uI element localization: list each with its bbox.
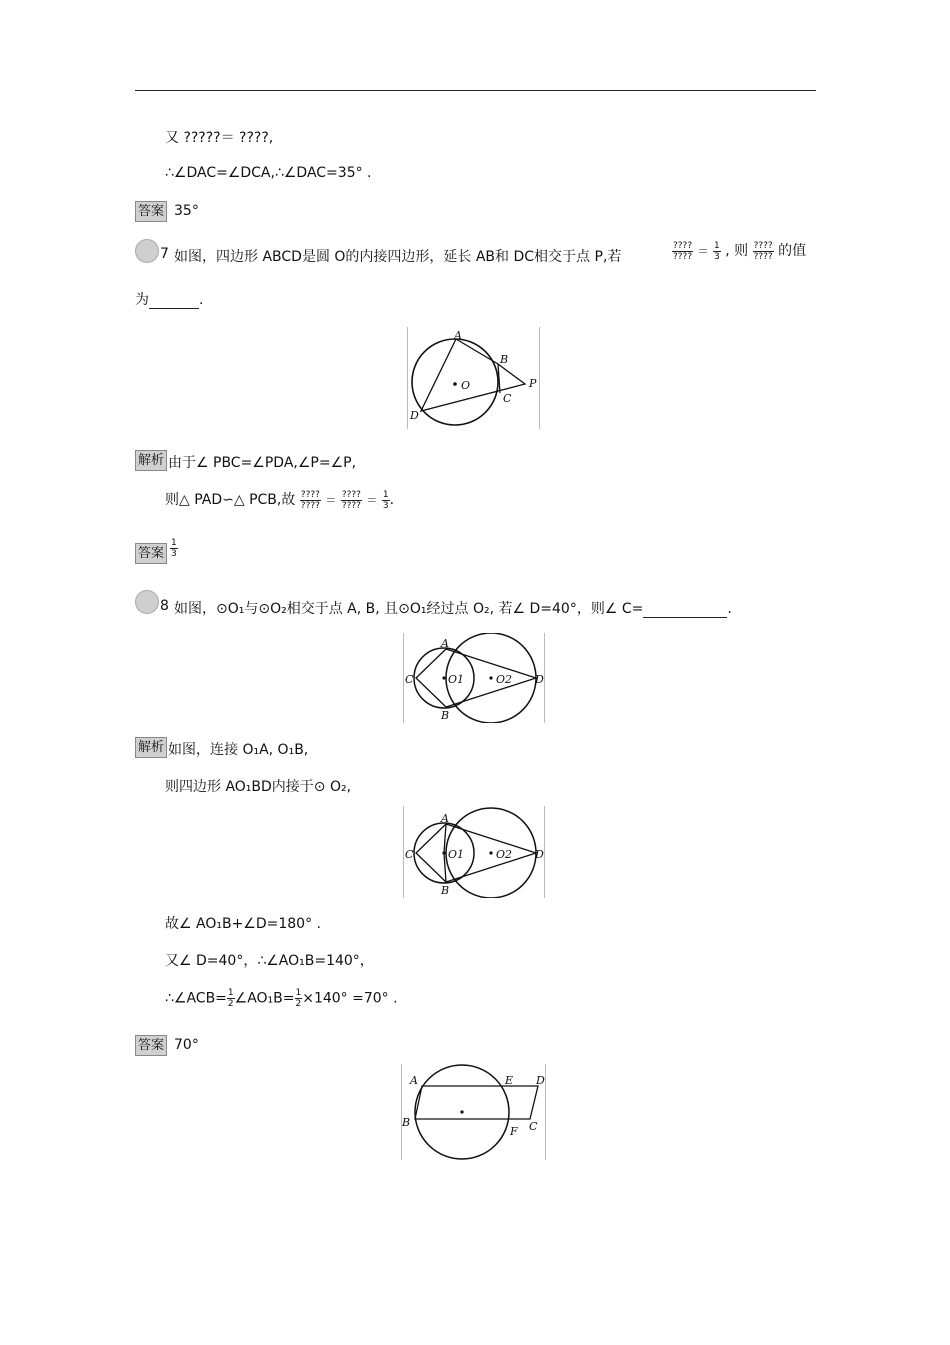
svg-text:O1: O1 <box>448 848 465 861</box>
svg-text:O1: O1 <box>448 673 465 686</box>
question-icon <box>135 590 159 614</box>
q9-figure <box>401 1064 546 1160</box>
svg-text:O: O <box>461 379 471 392</box>
svg-text:O2: O2 <box>496 848 513 861</box>
question-icon <box>135 239 159 263</box>
svg-text:B: B <box>402 1116 411 1129</box>
q8-analysis-4: 又∠ D=40°，∴∠AO₁B=140°， <box>165 953 374 969</box>
q7-answer: $\frac{1}{3}$ <box>171 538 177 559</box>
svg-text:A: A <box>410 1074 418 1087</box>
svg-text:C: C <box>503 392 512 405</box>
q8-analysis-3: 故∠ AO₁B+∠D=180° . <box>165 916 321 932</box>
q8-figure <box>403 633 545 723</box>
q8-analysis-1: 如图，连接 O₁A, O₁B, <box>168 742 309 758</box>
svg-text:D: D <box>535 673 544 686</box>
svg-text:D: D <box>410 409 419 422</box>
q8-text: 如图，⊙O₁与⊙O₂相交于点 A, B, 且⊙O₁经过点 O₂, 若∠ D=40°，则∠ C= . <box>174 601 732 617</box>
q8-analysis-2: 则四边形 AO₁BD内接于⊙ O₂, <box>165 779 352 795</box>
svg-text:A: A <box>441 637 449 650</box>
answer-value: 35° <box>174 203 199 219</box>
q7-analysis-2: 则△ PAD∽△ PCB,故 $\frac{????}{????}$ ＝ $\frac{????}{????}$ ＝ $\frac{1}{3}$ . <box>165 489 395 511</box>
prev-line-2: ∴∠DAC=∠DCA,∴∠DAC=35° . <box>165 165 372 181</box>
svg-text:O2: O2 <box>496 673 513 686</box>
q8-analysis-5: ∴∠ACB= $\frac{1}{2}$ ∠AO₁B= $\frac{1}{2}$ ×140° =70° . <box>165 988 398 1009</box>
svg-text:B: B <box>441 709 450 722</box>
q7-text: 如图，四边形 ABCD是圆 O的内接四边形，延长 AB和 DC相交于点 P,若 <box>174 249 622 265</box>
svg-text:D: D <box>535 848 544 861</box>
svg-text:B: B <box>441 884 450 897</box>
q7-text-cont: 为 . <box>135 292 204 308</box>
svg-text:E: E <box>505 1074 514 1087</box>
q7-figure <box>407 327 540 429</box>
prev-line-1: 又 ?????＝ ????, <box>165 130 274 146</box>
svg-text:C: C <box>405 673 414 686</box>
svg-text:C: C <box>405 848 414 861</box>
svg-text:B: B <box>500 353 509 366</box>
q8-number: 8 <box>160 598 169 614</box>
answer-tag: 答案 <box>135 543 167 564</box>
analysis-tag: 解析 <box>135 737 167 758</box>
q7-analysis-1: 由于∠ PBC=∠PDA,∠P=∠P, <box>168 455 357 471</box>
answer-blank <box>643 601 727 618</box>
answer-tag: 答案 <box>135 201 167 222</box>
q8-answer: 70° <box>174 1037 199 1053</box>
header-rule <box>135 90 816 91</box>
analysis-tag: 解析 <box>135 450 167 471</box>
svg-text:P: P <box>529 377 537 390</box>
q8-figure-solution <box>403 806 545 898</box>
q7-number: 7 <box>160 246 169 262</box>
svg-text:F: F <box>510 1125 518 1138</box>
q7-condition-fraction: $\frac{????}{????}$ ＝ $\frac{1}{3}$ , 则 $\frac{????}{????}$ 的值 <box>673 240 807 262</box>
svg-text:C: C <box>529 1120 538 1133</box>
answer-tag: 答案 <box>135 1035 167 1056</box>
answer-blank <box>149 292 199 309</box>
svg-text:A: A <box>454 329 462 342</box>
svg-text:D: D <box>536 1074 545 1087</box>
svg-text:A: A <box>441 812 449 825</box>
